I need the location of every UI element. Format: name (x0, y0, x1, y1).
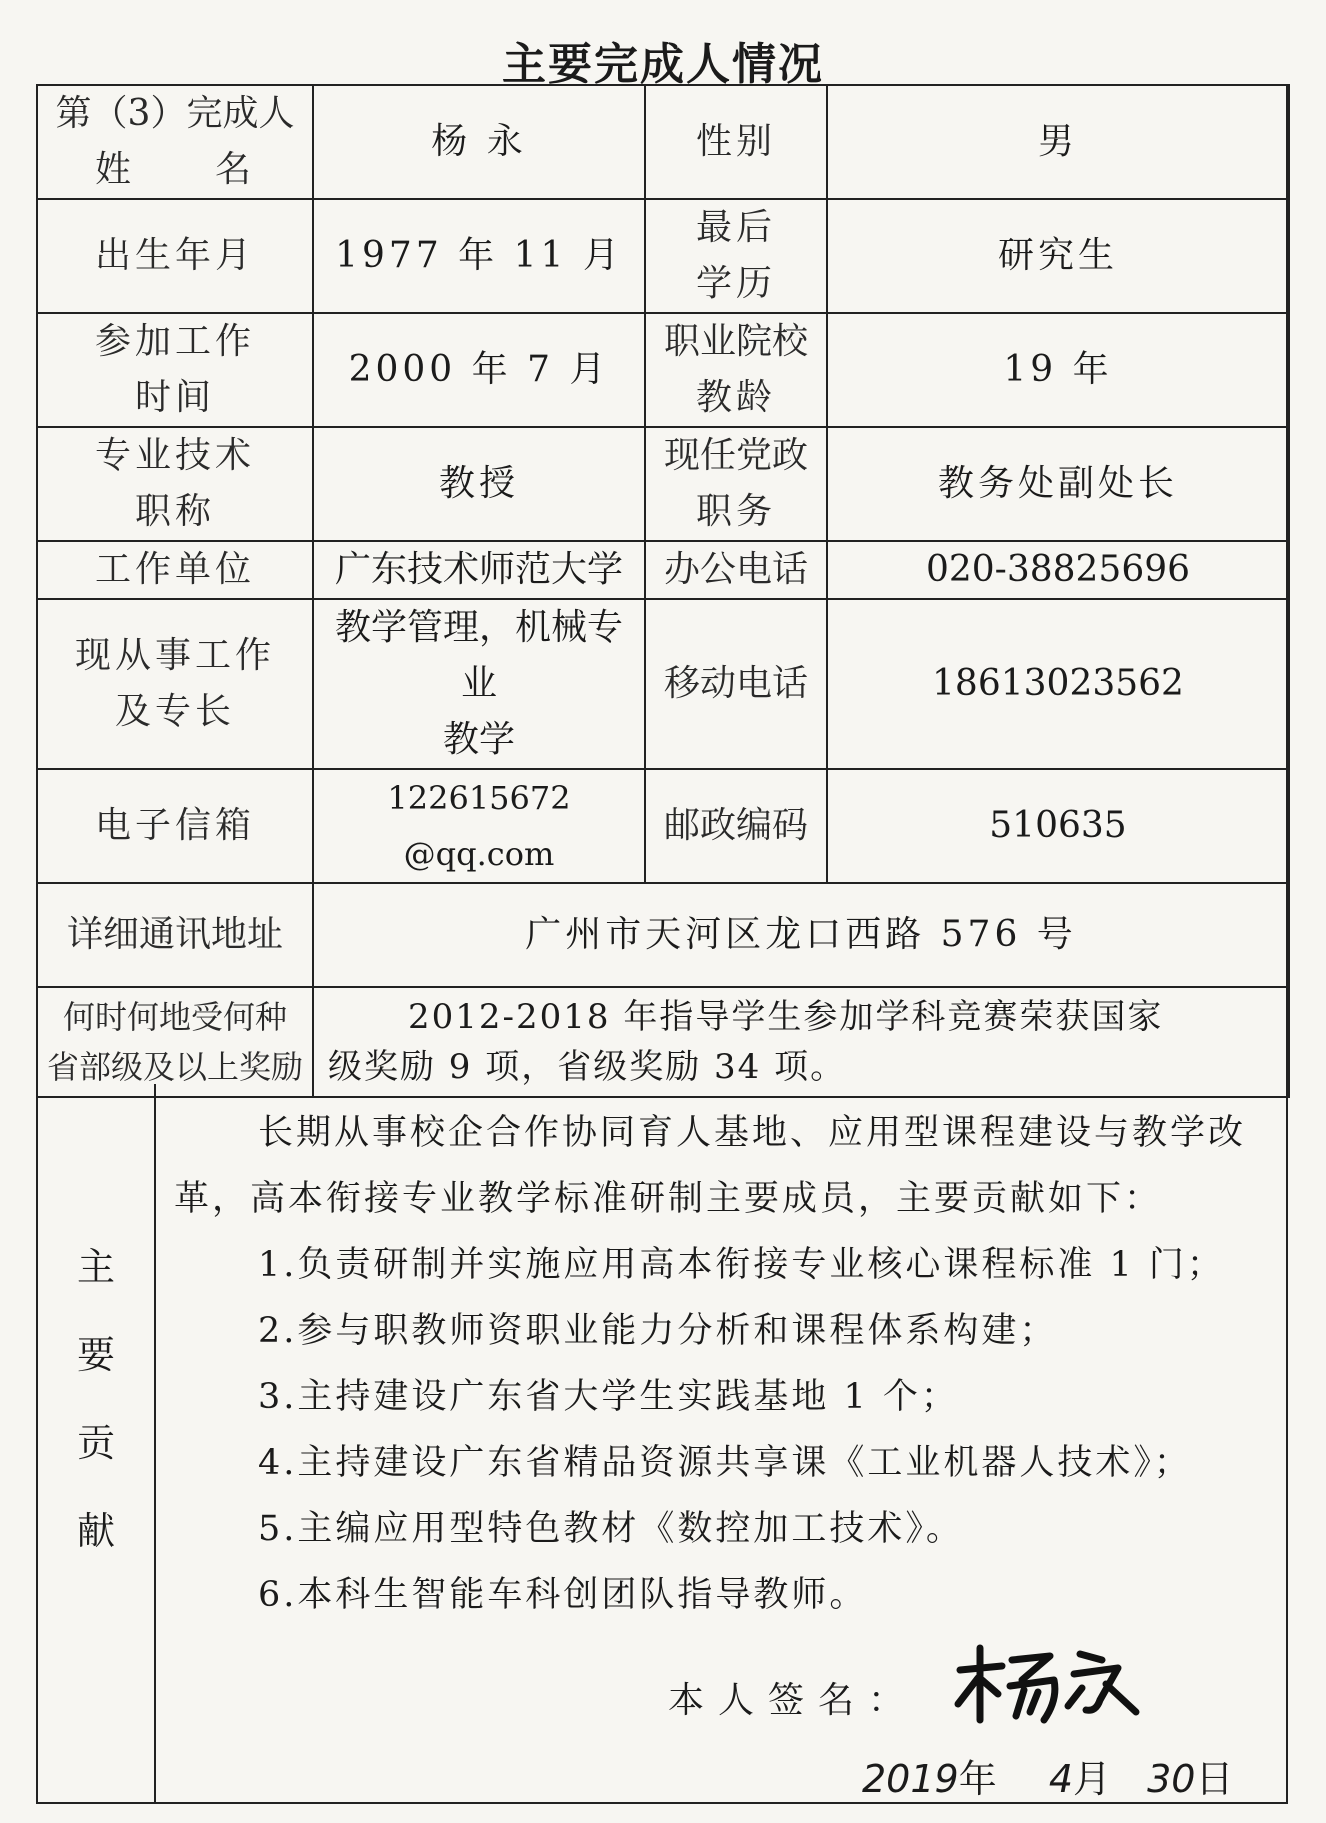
value-gender: 男 (827, 85, 1289, 199)
value-awards (313, 987, 1289, 1097)
row-title (37, 427, 1289, 541)
value-expertise-line1: 教学管理，机械专业 (334, 607, 623, 704)
day-unit: 日 (1195, 1757, 1234, 1801)
contribution-item: 4.主持建设广东省精品资源共享课《工业机器人技术》； (258, 1443, 1192, 1483)
label-postcode: 邮政编码 (645, 769, 827, 883)
label-title (37, 427, 313, 541)
value-postcode: 510635 (827, 769, 1289, 883)
value-awards-line2: 级奖励 9 项，省级奖励 34 项。 (328, 1047, 847, 1087)
value-work-start: 2000 年 7 月 (313, 313, 645, 427)
label-awards (37, 987, 313, 1097)
value-position: 教务处副处长 (827, 427, 1289, 541)
contribution-item: 6.本科生智能车科创团队指导教师。 (258, 1575, 868, 1615)
label-awards-line1: 何时何地受何种 (62, 998, 287, 1036)
contribution-label-char: 献 (76, 1509, 115, 1553)
page-title: 主要完成人情况 (502, 39, 824, 90)
info-table (36, 84, 1290, 1098)
value-address: 广州市天河区龙口西路 576 号 (313, 883, 1289, 987)
label-workplace: 工作单位 (37, 541, 313, 599)
signature-year: 2019 (862, 1757, 959, 1801)
year-unit: 年 (958, 1757, 997, 1801)
signature-month: 4 (1048, 1757, 1074, 1801)
label-education (645, 199, 827, 313)
contribution-label-char: 要 (76, 1333, 115, 1377)
label-position-line1: 现任党政 (663, 435, 808, 476)
value-expertise (313, 599, 645, 769)
value-teaching-years: 19 年 (827, 313, 1289, 427)
row-address (37, 883, 1289, 987)
value-email: 122615672 @qq.com (313, 769, 645, 883)
value-office-phone: 020-38825696 (827, 541, 1289, 599)
label-completer-name (37, 85, 313, 199)
label-position (645, 427, 827, 541)
signature-day: 30 (1147, 1757, 1196, 1801)
contribution-label (36, 1084, 156, 1804)
contribution-item: 3.主持建设广东省大学生实践基地 1 个； (258, 1377, 959, 1417)
label-email: 电子信箱 (37, 769, 313, 883)
label-mobile-phone: 移动电话 (645, 599, 827, 769)
contribution-intro-line2: 革，高本衔接专业教学标准研制主要成员，主要贡献如下： (174, 1179, 1163, 1219)
row-expertise (37, 599, 1289, 769)
label-education-line2: 学历 (695, 263, 776, 304)
row-name (37, 85, 1289, 199)
value-education: 研究生 (827, 199, 1289, 313)
contribution-item: 5.主编应用型特色教材《数控加工技术》。 (258, 1509, 964, 1549)
contribution-intro-line1: 长期从事校企合作协同育人基地、应用型课程建设与教学改 (258, 1113, 1247, 1153)
value-workplace: 广东技术师范大学 (313, 541, 645, 599)
label-teaching-years-line2: 教龄 (695, 377, 776, 418)
label-title-line2: 职称 (134, 491, 215, 532)
label-work-start-line2: 时间 (134, 377, 215, 418)
value-title: 教授 (313, 427, 645, 541)
label-education-line1: 最后 (695, 207, 776, 248)
label-teaching-years (645, 313, 827, 427)
row-work-start (37, 313, 1289, 427)
label-completer: 第（3）完成人 (55, 93, 295, 134)
label-office-phone: 办公电话 (645, 541, 827, 599)
contribution-item: 1.负责研制并实施应用高本衔接专业核心课程标准 1 门； (258, 1245, 1225, 1285)
value-mobile-phone: 18613023562 (827, 599, 1289, 769)
contribution-label-char: 主 (76, 1245, 115, 1289)
row-awards (37, 987, 1289, 1097)
label-work-start (37, 313, 313, 427)
value-name: 杨 永 (313, 85, 645, 199)
signature-label: 本人签名： (668, 1680, 919, 1721)
signature-date (862, 1748, 1234, 1803)
value-birth: 1977 年 11 月 (313, 199, 645, 313)
label-gender: 性别 (645, 85, 827, 199)
row-email (37, 769, 1289, 883)
row-birth (37, 199, 1289, 313)
value-expertise-line2: 教学 (442, 719, 515, 760)
label-expertise-line2: 及专长 (114, 691, 235, 732)
contribution-label-char: 贡 (76, 1421, 115, 1465)
label-title-line1: 专业技术 (94, 435, 255, 476)
contribution-body (174, 1100, 1274, 1628)
row-workplace (37, 541, 1289, 599)
label-teaching-years-line1: 职业院校 (663, 321, 808, 362)
label-address: 详细通讯地址 (37, 883, 313, 987)
label-awards-line2: 省部级及以上奖励 (46, 1048, 303, 1086)
handwritten-signature (950, 1640, 1150, 1730)
label-expertise-line1: 现从事工作 (74, 635, 275, 676)
label-expertise (37, 599, 313, 769)
label-name: 姓 名 (94, 149, 255, 190)
value-awards-line1: 2012-2018 年指导学生参加学科竞赛荣获国家 (408, 997, 1164, 1037)
label-birth: 出生年月 (37, 199, 313, 313)
contribution-item: 2.参与职教师资职业能力分析和课程体系构建； (258, 1311, 1058, 1351)
label-work-start-line1: 参加工作 (94, 321, 255, 362)
month-unit: 月 (1073, 1757, 1112, 1801)
label-position-line2: 职务 (695, 491, 776, 532)
